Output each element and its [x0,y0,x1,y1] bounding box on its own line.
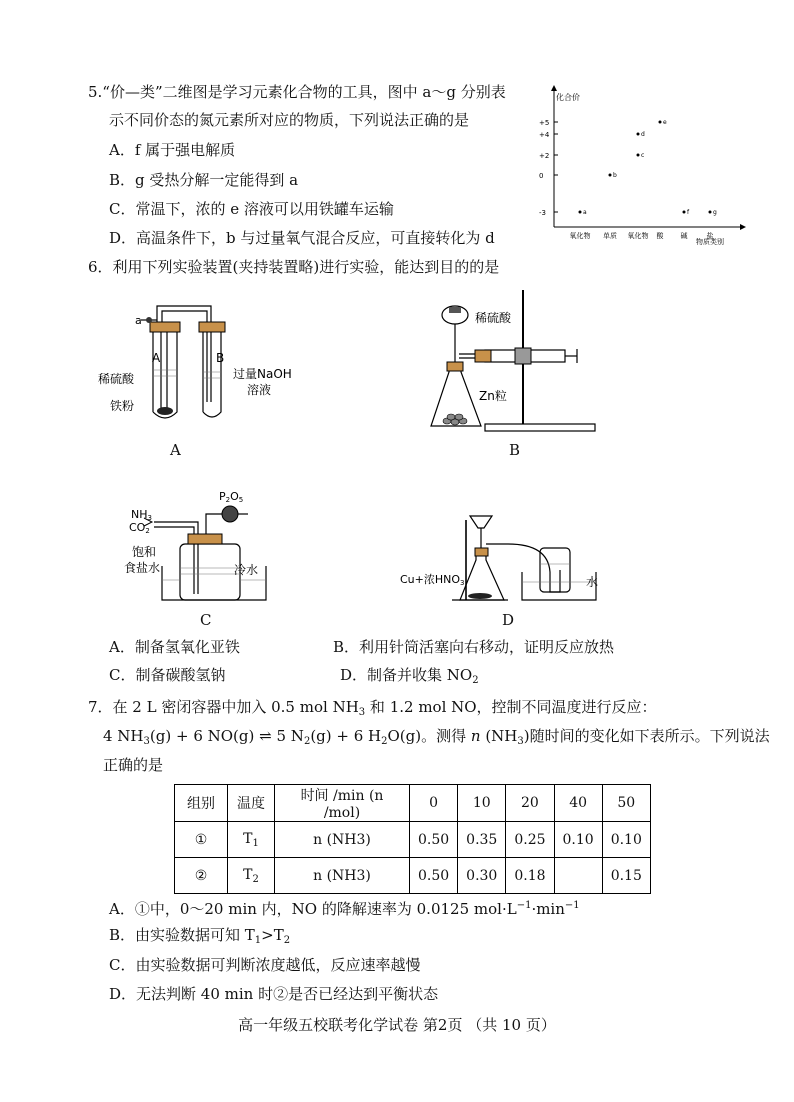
point-b [609,174,612,177]
table-cell-qty: n (NH3) [275,858,410,894]
q5-stem-line1: 5.“价—类”二维图是学习元素化合物的工具，图中 a～g 分别表 [88,83,506,101]
stand-base [485,424,595,431]
caption-c: C [200,611,212,629]
apparatus-c [124,484,284,604]
table-row [175,858,651,894]
table-cell: 0.50 [410,858,458,894]
point-label-g: g [713,209,717,216]
point-c [637,154,640,157]
copper-pieces [468,593,492,599]
table-cell: 0.15 [602,858,650,894]
table-cell-group: ② [175,858,228,894]
tube-b [203,328,221,417]
page-footer: 高一年级五校联考化学试卷 第2页 （共 10 页） [238,1016,556,1034]
x-tick-label: 酸 [656,232,664,240]
table-cell-temp: $T_1$ [228,822,275,858]
x-tick-label: 氧化物 [569,232,591,240]
y-tick-label: 0 [539,172,544,180]
y-tick-label: +4 [539,131,550,139]
stopper-b [199,322,225,332]
point-g [709,211,712,214]
tube-a-inner [161,326,167,413]
x-tick-label: 盐 [706,232,714,240]
y-tick-label: -3 [539,209,546,217]
point-a [579,211,582,214]
q6-option-d: D．制备并收集 $NO_2$ [340,666,479,686]
equilibrium-arrow-icon: ⇌ [259,727,272,745]
point-label-f: f [687,209,690,216]
funnel [470,516,492,528]
q5-stem-line2: 示不同价态的氮元素所对应的物质，下列说法正确的是 [109,111,470,129]
apparatus-a [95,292,325,422]
caption-b: B [509,441,521,459]
q7-equation: 4 $NH_3(g) + 6$ NO(g) ⇌ 5 $N_2(g) + 6$ $H_2O(g)$。测得 n $(NH_3)$随时间的变化如下表所示。下列说法 [103,727,770,747]
q7-option-d: D．无法判断 40 min 时②是否已经达到平衡状态 [109,985,439,1003]
point-label-a: a [583,209,587,216]
table-header-cell: 10 [458,785,506,822]
table-header-cell: 温度 [228,785,275,822]
clamp [515,348,531,364]
reaction-bottle [180,544,240,600]
naoh-label-1: 过量NaOH [233,367,292,381]
chart-x-ticks [570,231,714,240]
point-label-e: e [663,119,667,126]
flask-stopper [447,362,463,371]
zn-label: Zn粒 [479,389,507,403]
water-levels [522,564,596,582]
nh3-label: NH3 [131,508,152,522]
table-header-cell: 0 [410,785,458,822]
table-cell-temp: $T_2$ [228,858,275,894]
q6-stem: 6．利用下列实验装置(夹持装置略)进行实验，能达到目的的是 [88,258,500,276]
y-tick-label: +2 [539,152,550,160]
table-cell: 0.35 [458,822,506,858]
q7-option-c: C．由实验数据可判断浓度越低，反应速率越慢 [109,956,421,974]
brine-label-1: 饱和 [132,545,157,559]
tube-a [153,328,177,418]
naoh-label-2: 溶液 [247,383,272,397]
apparatus-b [425,288,605,436]
valve-icon [146,317,152,323]
point-d [637,133,640,136]
rubber-joint [475,350,491,362]
reagent-label: Cu+浓HNO3 [400,573,465,587]
brine-label-2: 食盐水 [124,561,161,575]
x-tick-label: 碱 [680,232,688,240]
table-cell: 0.25 [506,822,554,858]
q6-option-c: C．制备碳酸氢钠 [109,666,226,684]
valence-class-chart [538,82,748,252]
q5-option-b: B．g 受热分解一定能得到 a [109,171,299,189]
table-row [175,822,651,858]
table-header-cell: 40 [554,785,602,822]
point-f [683,211,686,214]
table-cell-qty: n (NH3) [275,822,410,858]
q5-option-c: C．常温下，浓的 e 溶液可以用铁罐车运输 [109,200,394,218]
table-header-cell: 时间 /min (n /mol) [275,785,410,822]
chart-y-ticks [539,119,558,217]
trough [522,572,599,600]
acid-label: 稀硫酸 [475,311,512,325]
point-label-b: b [613,172,617,179]
q6-option-a: A．制备氢氧化亚铁 [109,638,240,656]
iron-powder [157,407,173,415]
point-label-d: d [641,131,645,138]
point-e [659,121,662,124]
caption-d: D [502,611,515,629]
caption-a: A [170,441,181,459]
iron-label: 铁粉 [110,399,135,413]
co2-label: CO2 [129,521,150,535]
table-cell: 0.50 [410,822,458,858]
q7-option-a: A．①中，0～20 min 内，NO 的降解速率为 0.0125 $mol\cdot L^{-1}\cdot\min^{-1}$ [109,900,580,918]
table-header-cell: 50 [602,785,650,822]
valve-label: a [135,314,142,327]
chart-x-label: 物质类别 [696,238,724,246]
collecting-bottle [540,548,570,592]
stopper-a [150,322,180,332]
chart-y-label: 化合价 [556,93,580,102]
y-tick-label: +5 [539,119,550,127]
tube-a-label: A [152,351,161,365]
q7-option-b: B．由实验数据可知 $T_1>T_2$ [109,926,291,946]
kinetics-table [174,784,651,894]
zinc-granules [443,414,467,425]
table-cell-group: ① [175,822,228,858]
table-header-cell: 组别 [175,785,228,822]
q5-option-d: D．高温条件下，b 与过量氧气混合反应，可直接转化为 d [109,229,495,247]
x-tick-label: 单质 [603,232,617,240]
p2o5-label: P2O5 [219,490,244,504]
table-cell: 0.10 [602,822,650,858]
drying-tube-icon [222,506,238,522]
table-header-row [175,785,651,822]
q5-option-a: A．f 属于强电解质 [109,141,236,159]
table-cell [554,858,602,894]
bottle-stopper [188,534,222,544]
acid-label: 稀硫酸 [98,372,135,386]
q7-stem-line1: 7．在 2 L 密闭容器中加入 0.5 mol $NH_3$ 和 1.2 mol NO，控制不同温度进行反应： [88,698,657,718]
table-header-cell: 20 [506,785,554,822]
gas-inlet-tube [154,522,198,594]
flask-stopper [475,548,488,556]
cold-water-label: 冷水 [234,563,259,577]
q7-stem-end: 正确的是 [103,756,164,774]
table-cell: 0.10 [554,822,602,858]
tube-b-label: B [216,351,225,365]
point-label-c: c [641,152,645,159]
table-cell: 0.30 [458,858,506,894]
table-cell: 0.18 [506,858,554,894]
apparatus-d [400,512,610,604]
funnel-stopcock [449,307,461,313]
water-label: 水 [586,575,599,589]
x-tick-label: 氧化物 [627,232,649,240]
chart-points [579,119,718,216]
q6-option-b: B．利用针筒活塞向右移动，证明反应放热 [333,638,615,656]
